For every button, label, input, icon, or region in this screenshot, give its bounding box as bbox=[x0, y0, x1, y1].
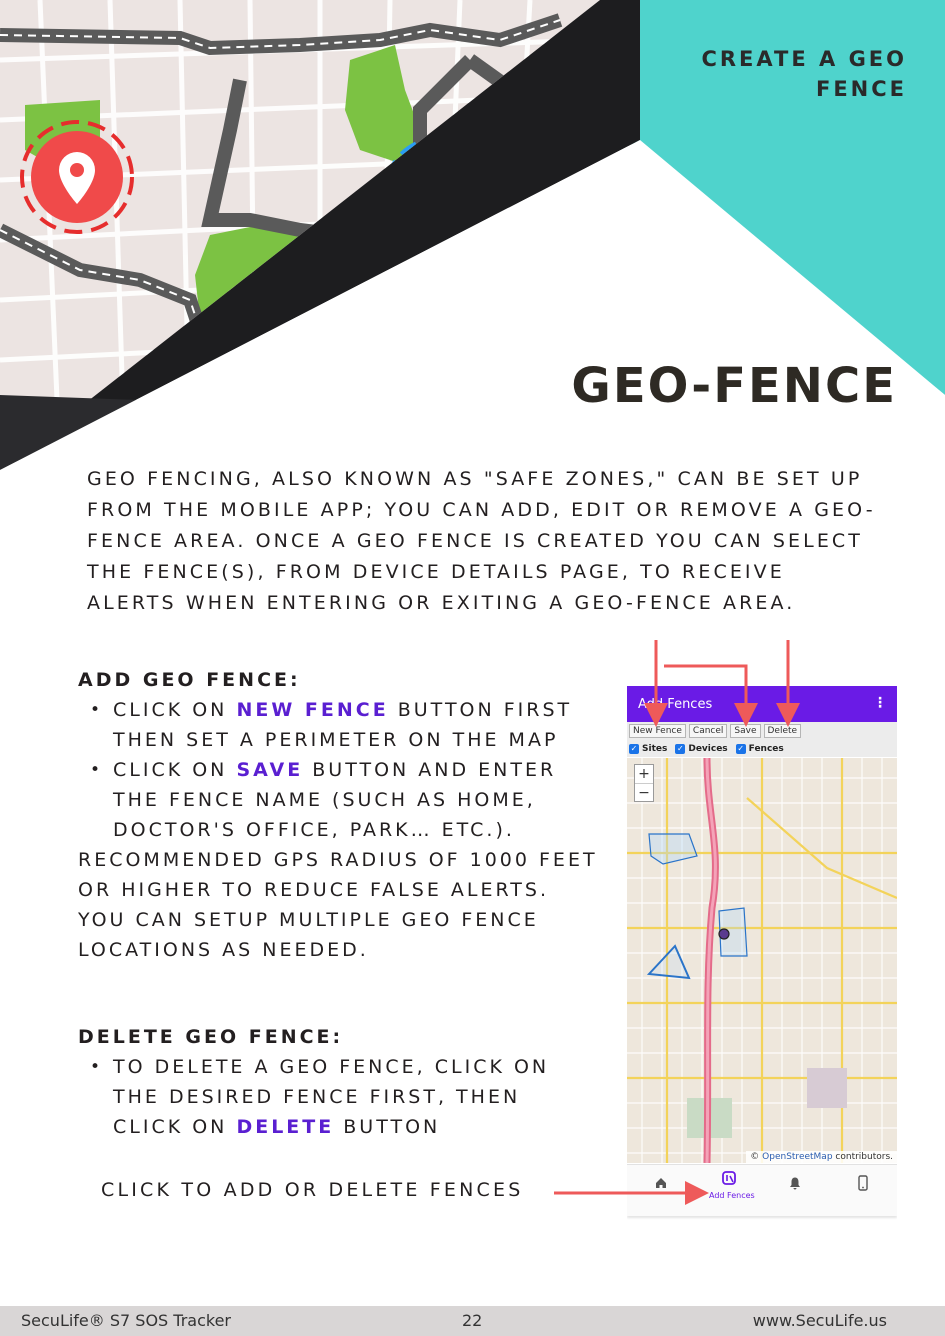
page-footer bbox=[0, 1306, 945, 1336]
map-view[interactable] bbox=[627, 758, 897, 1163]
zoom-out-button[interactable]: − bbox=[635, 783, 653, 801]
text-fragment: CLICK ON bbox=[113, 759, 237, 781]
attribution-suffix: contributors. bbox=[832, 1152, 893, 1162]
click-to-add-or-delete-caption: CLICK TO ADD OR DELETE FENCES bbox=[101, 1179, 524, 1201]
fences-checkbox[interactable] bbox=[736, 744, 784, 754]
device-marker[interactable] bbox=[719, 929, 729, 939]
footer-website: www.SecuLife.us bbox=[752, 1311, 887, 1330]
list-item bbox=[78, 755, 598, 845]
openstreetmap-link[interactable]: OpenStreetMap bbox=[762, 1152, 833, 1162]
page-kicker bbox=[701, 44, 907, 104]
text-fragment: CLICK ON bbox=[113, 699, 237, 721]
kicker-line: FENCE bbox=[815, 77, 907, 101]
zoom-in-button[interactable]: + bbox=[638, 766, 650, 782]
checkmark-icon: ✓ bbox=[676, 743, 684, 753]
bottom-navigation bbox=[627, 1164, 897, 1216]
radius-note: RECOMMENDED GPS RADIUS OF 1000 FEET OR HIGHER TO REDUCE FALSE ALERTS. bbox=[78, 849, 598, 901]
zoom-controls bbox=[634, 764, 654, 802]
text-fragment: BUTTON FIRST THEN SET A PERIMETER ON THE MAP bbox=[113, 699, 573, 751]
map-attribution bbox=[746, 1151, 897, 1163]
geo-fence-shape[interactable] bbox=[649, 946, 689, 978]
multiple-fences-note: YOU CAN SETUP MULTIPLE GEO FENCE LOCATIONS AS NEEDED. bbox=[78, 909, 539, 961]
layer-checkboxes bbox=[627, 740, 897, 757]
checkbox-label: Sites bbox=[642, 743, 668, 754]
add-geo-fence-section bbox=[78, 665, 598, 965]
new-fence-highlight: NEW FENCE bbox=[236, 699, 389, 721]
delete-button[interactable]: Delete bbox=[764, 724, 802, 738]
list-item bbox=[78, 1052, 598, 1142]
new-fence-button[interactable]: New Fence bbox=[629, 724, 686, 738]
text-fragment: TO DELETE A GEO FENCE, CLICK ON THE DESIRED FENCE FIRST, THEN CLICK ON bbox=[113, 1056, 550, 1138]
footer-product-name: SecuLife® S7 SOS Tracker bbox=[21, 1311, 231, 1330]
home-icon bbox=[654, 1176, 668, 1190]
street-map bbox=[627, 758, 897, 1163]
text-fragment: BUTTON bbox=[334, 1116, 441, 1138]
page-number: 22 bbox=[462, 1311, 483, 1330]
save-button[interactable]: Save bbox=[730, 724, 760, 738]
phone-icon bbox=[856, 1175, 870, 1191]
app-bar-title: Add Fences bbox=[638, 696, 713, 712]
nav-alerts[interactable] bbox=[775, 1175, 815, 1194]
section-heading: DELETE GEO FENCE: bbox=[78, 1026, 344, 1048]
save-highlight: SAVE bbox=[236, 759, 304, 781]
checkbox-label: Fences bbox=[748, 743, 784, 754]
fence-toolbar bbox=[627, 722, 897, 740]
kicker-line: CREATE A GEO bbox=[701, 47, 907, 71]
checkbox-label: Devices bbox=[688, 743, 728, 754]
instruction-list bbox=[78, 1052, 598, 1142]
nav-add-fences[interactable] bbox=[709, 1170, 755, 1200]
nav-home[interactable] bbox=[641, 1175, 681, 1194]
geo-fence-shape[interactable] bbox=[649, 834, 697, 864]
section-heading: ADD GEO FENCE: bbox=[78, 669, 301, 691]
list-item bbox=[78, 695, 598, 755]
sites-checkbox[interactable] bbox=[629, 744, 667, 754]
devices-checkbox[interactable] bbox=[675, 744, 727, 754]
checkmark-icon: ✓ bbox=[737, 743, 745, 753]
nav-label: Add Fences bbox=[709, 1191, 755, 1200]
overflow-menu-icon[interactable]: ⋮ bbox=[873, 695, 887, 711]
intro-paragraph: GEO FENCING, ALSO KNOWN AS "SAFE ZONES," CAN BE SET UP FROM THE MOBILE APP; YOU CAN ADD, EDIT OR REMOVE A GEO-FENCE AREA. ONCE A GEO FENCE IS CREATED YOU CAN SELECT THE FENCE(S), FROM DEVICE DETAILS PAGE, TO RECEIVE ALERTS WHEN ENTERING OR EXITING A GEO-FENCE AREA. bbox=[87, 468, 876, 614]
checkmark-icon: ✓ bbox=[630, 743, 638, 753]
app-screenshot bbox=[627, 686, 897, 1220]
delete-highlight: DELETE bbox=[236, 1116, 335, 1138]
cancel-button[interactable]: Cancel bbox=[689, 724, 728, 738]
instruction-list bbox=[78, 695, 598, 845]
bell-icon bbox=[788, 1176, 802, 1190]
attribution-prefix: © bbox=[750, 1152, 763, 1162]
app-bar bbox=[627, 686, 897, 722]
delete-geo-fence-section bbox=[78, 1022, 598, 1142]
text-fragment: BUTTON AND ENTER THE FENCE NAME (SUCH AS HOME, DOCTOR'S OFFICE, PARK… ETC.). bbox=[113, 759, 557, 841]
page-title: GEO-FENCE bbox=[571, 358, 897, 414]
nav-devices[interactable] bbox=[843, 1175, 883, 1195]
fence-icon bbox=[721, 1170, 737, 1186]
